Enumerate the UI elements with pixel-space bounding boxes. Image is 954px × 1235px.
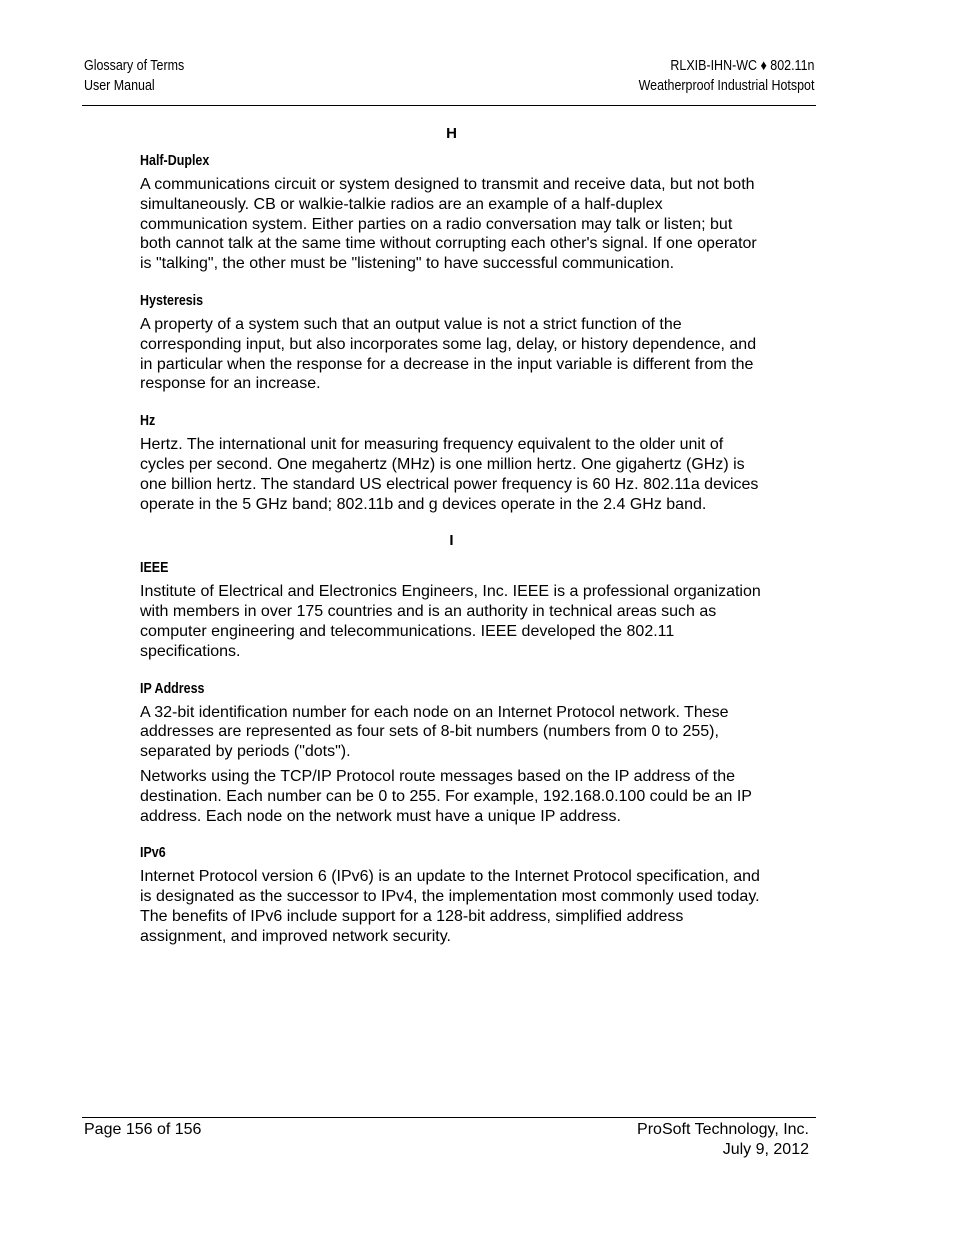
term-title: Half-Duplex: [140, 153, 210, 169]
term-definition: A communications circuit or system designed to transmit and receive data, but not both simultaneously. CB or walkie-talkie radios are an example of a half-duplex communication system. Either parties on a radio conversation may talk or listen; but both cannot talk at the same time without corrupting each other's signal. If one operator is "talking", the other must be "listening" to have successful communication.: [140, 176, 757, 273]
section-letter-h: H: [446, 125, 457, 142]
glossary-content: [140, 124, 765, 964]
term-definition-continued: Networks using the TCP/IP Protocol route messages based on the IP address of the destination. Each number can be 0 to 255. For example, 192.168.0.100 could be an IP address. Each node on the network must have a unique IP address.: [140, 767, 752, 825]
glossary-entry-half-duplex: [140, 151, 765, 274]
header-product-code: RLXIB-IHN-WC ♦ 802.11n: [669, 58, 814, 74]
footer-page-number: Page 156 of 156: [84, 1121, 202, 1138]
header-product-name: Weatherproof Industrial Hotspot: [638, 77, 814, 94]
term-definition: Hertz. The international unit for measuring frequency equivalent to the older unit of cycles per second. One megahertz (MHz) is one million hertz. One gigahertz (GHz) is one billion hertz. The standard US electrical power frequency is 60 Hz. 802.11a devices operate in the 5 GHz band; 802.11b and g devices operate in the 2.4 GHz band.: [140, 436, 759, 513]
glossary-entry-ip-address: [140, 679, 765, 827]
header-divider: [82, 105, 816, 106]
term-definition: A 32-bit identification number for each node on an Internet Protocol network. These addresses are represented as four sets of 8-bit numbers (numbers from 0 to 255), separated by periods ("dots").: [140, 703, 729, 761]
header-right: [638, 57, 814, 96]
term-definition: Internet Protocol version 6 (IPv6) is an update to the Internet Protocol specification, and is designated as the successor to IPv4, the implementation most commonly used today. The benefits of IPv6 include support for a 128-bit address, simplified address assignment, and improved network security.: [140, 868, 760, 945]
header-document-type: User Manual: [84, 77, 155, 94]
header-left: [84, 57, 184, 96]
term-definition: A property of a system such that an output value is not a strict function of the corresponding input, but also incorporates some lag, delay, or history dependence, and in particular when the response for a decrease in the input variable is different from the response for an increase.: [140, 315, 757, 393]
term-title: Hysteresis: [140, 292, 204, 309]
header-section-title: Glossary of Terms: [84, 58, 185, 74]
term-title: IP Address: [140, 680, 205, 697]
section-letter-i: I: [449, 532, 454, 550]
glossary-entry-ieee: [140, 558, 765, 661]
footer-divider: [82, 1117, 816, 1118]
term-title: IPv6: [140, 845, 166, 862]
footer-right: [637, 1120, 809, 1160]
term-title: Hz: [140, 413, 156, 430]
glossary-entry-hysteresis: [140, 291, 765, 394]
term-definition: Institute of Electrical and Electronics Engineers, Inc. IEEE is a professional organization with members in over 175 countries and is an authority in technical areas such as computer engineering and telecommunications. IEEE developed the 802.11 specifications.: [140, 583, 761, 660]
term-title: IEEE: [140, 560, 169, 577]
glossary-entry-hz: [140, 411, 765, 514]
glossary-entry-ipv6: [140, 843, 765, 946]
footer-company: ProSoft Technology, Inc.: [637, 1121, 809, 1138]
footer-date: July 9, 2012: [722, 1140, 809, 1158]
